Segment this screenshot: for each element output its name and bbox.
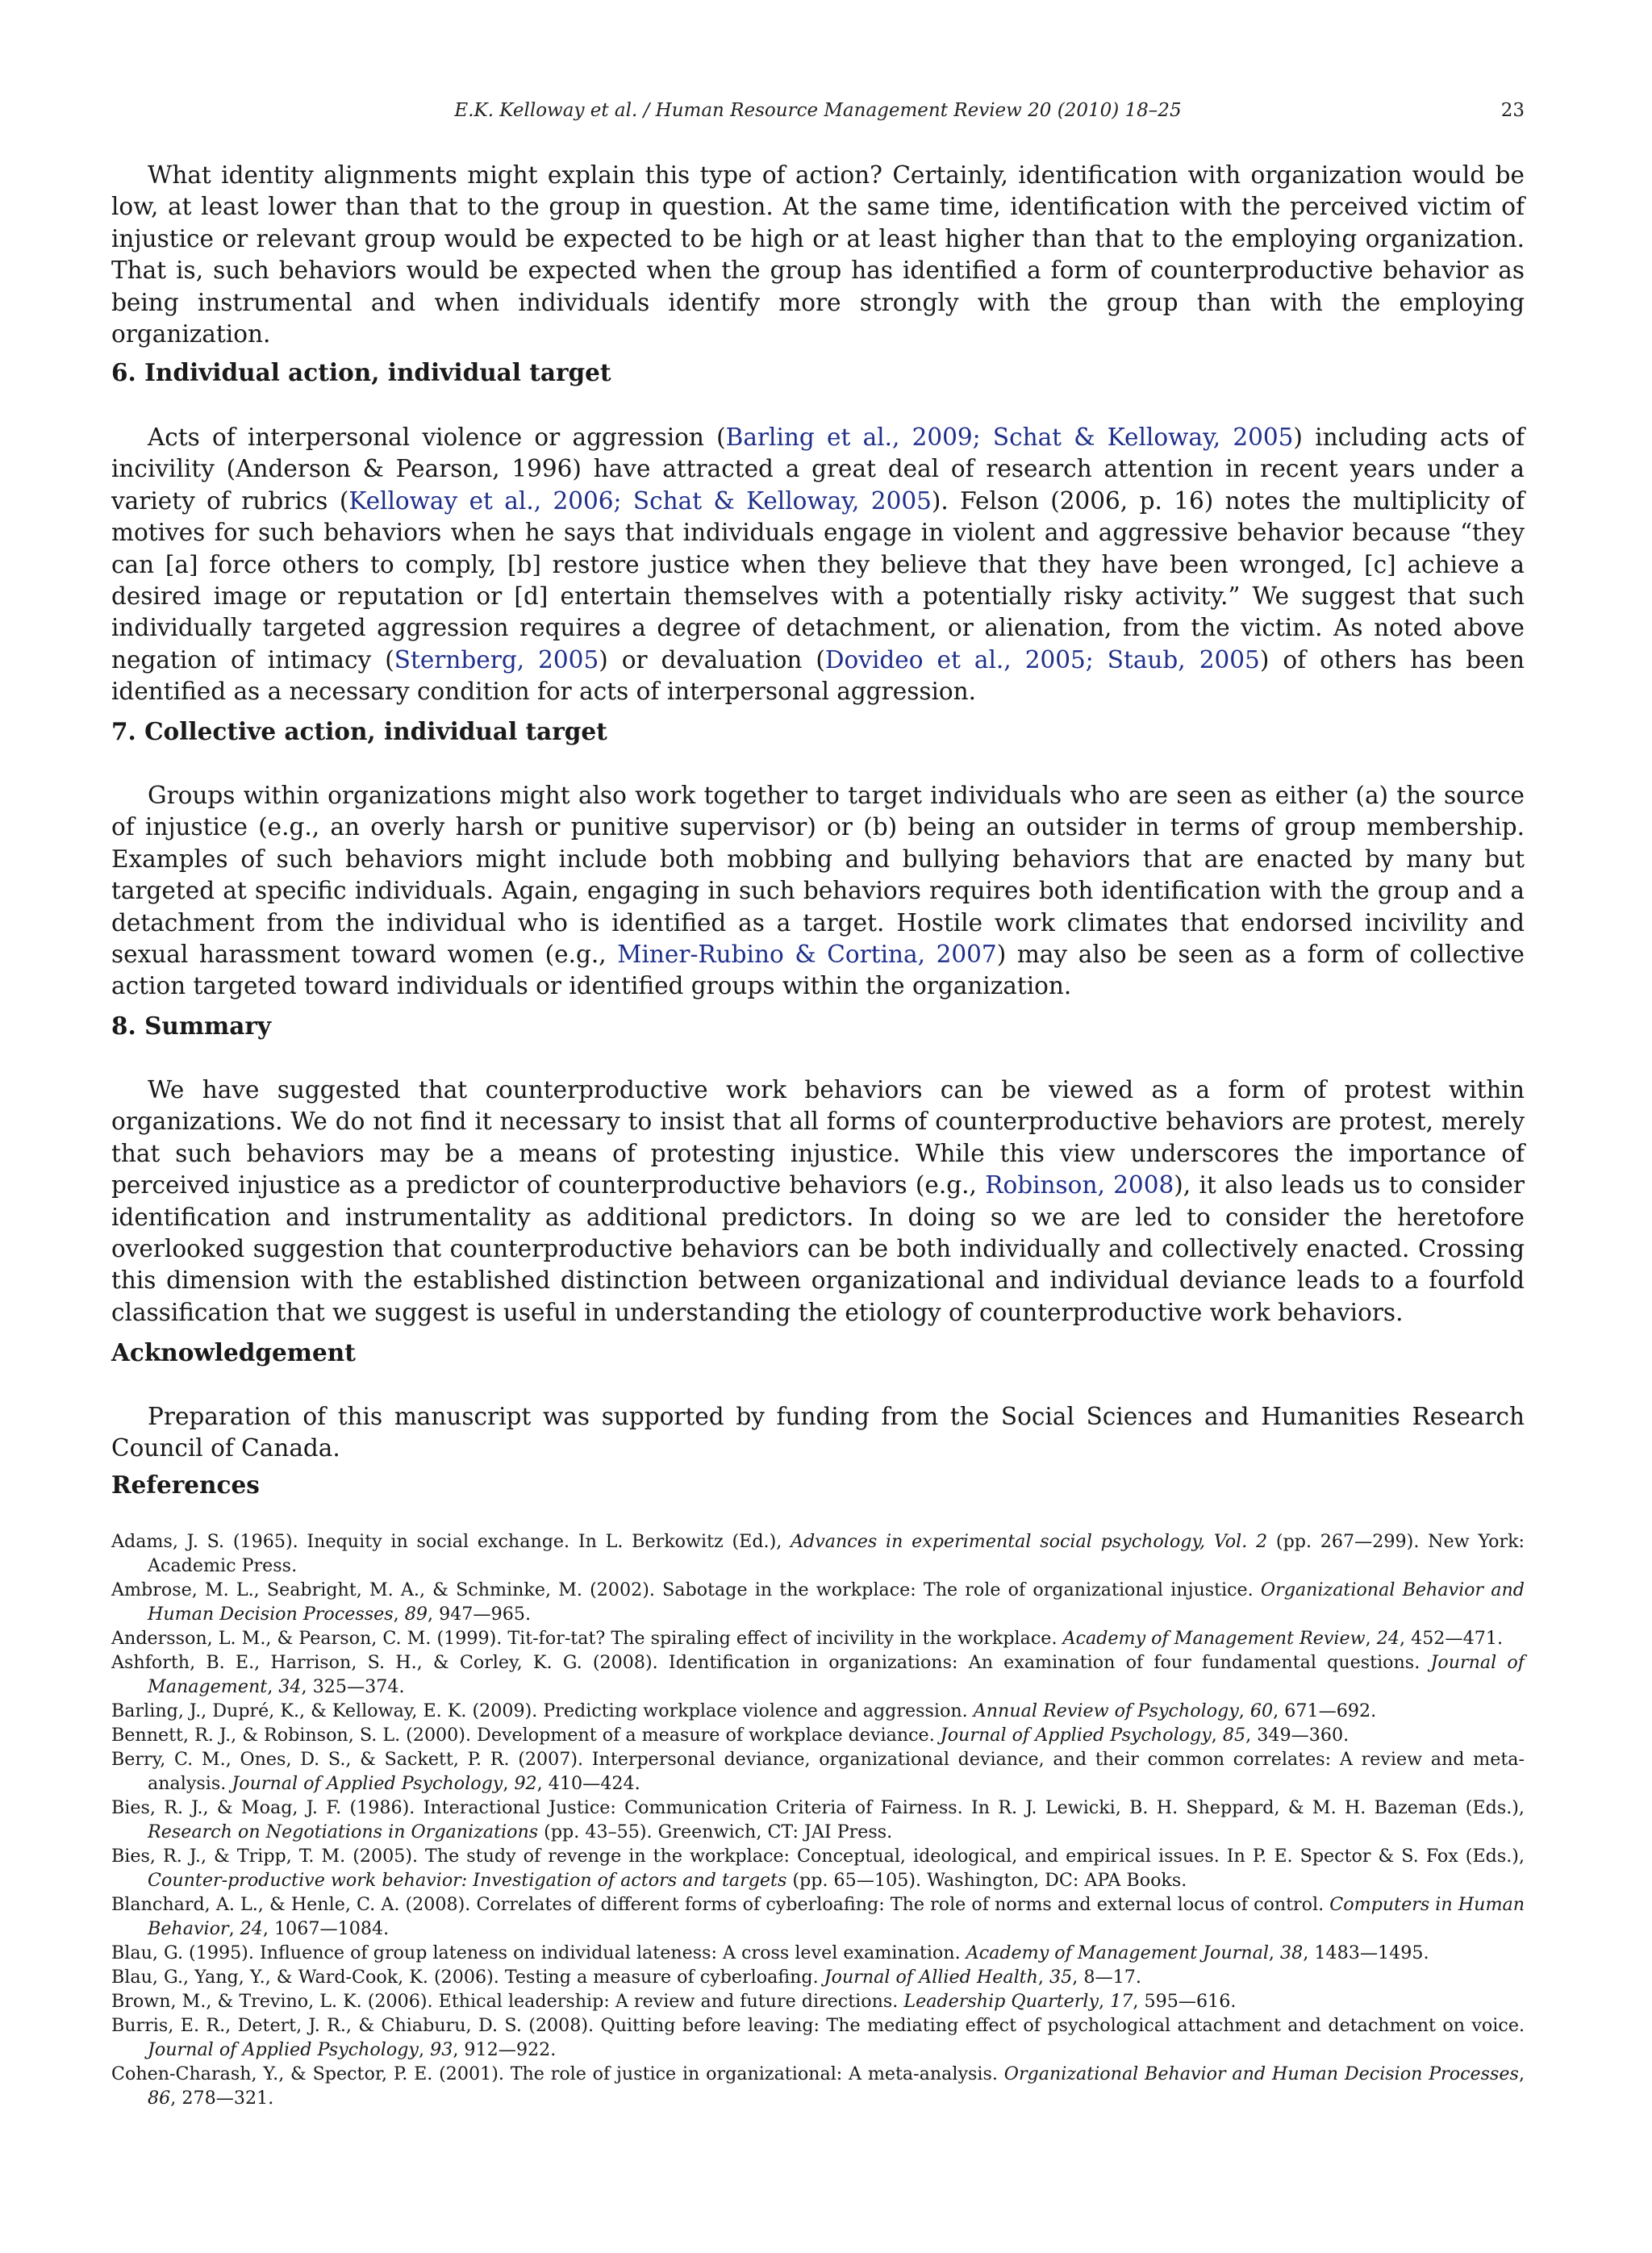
reference-volume: 85 xyxy=(1222,1725,1246,1746)
reference-text: , xyxy=(1211,1725,1223,1746)
text-run: We have suggested that counterproductive work behaviors can be viewed as a form of protest within organizations. We do not find it necessary to insist that all forms of counterproductive behaviors are protest, merely that such behaviors may be a means of protesting injustice. While this view underscores the importance of perceived injustice as a predictor of counterproductive behaviors (e.g., xyxy=(111,1076,1525,1200)
reference-entry xyxy=(111,2062,1525,2110)
citation-link[interactable]: Kelloway et al., 2006; Schat & Kelloway, 2005 xyxy=(348,486,932,515)
reference-text: Barling, J., Dupré, K., & Kelloway, E. K. (2009). Predicting workplace violence and aggression. xyxy=(111,1700,974,1721)
reference-source: Annual Review of Psychology xyxy=(973,1700,1239,1721)
reference-entry xyxy=(111,1578,1525,1626)
reference-source: Advances in experimental social psychology, Vol. 2 xyxy=(791,1531,1268,1552)
reference-text: , 595—616. xyxy=(1133,1991,1237,2012)
reference-source: Journal of Applied Psychology xyxy=(232,1773,503,1794)
reference-volume: 38 xyxy=(1280,1942,1304,1963)
reference-text: , xyxy=(418,2039,431,2060)
text-run: ). Felson (2006, p. 16) notes the multiplicity of motives for such behaviors when he says that individuals engage in violent and aggressive behavior because “they can [a] force others to comply, [b] restore justice when they believe that they have been wronged, [c] achieve a desired image or reputation or [d] entertain themselves with a potentially risky activity.” We suggest that such individually targeted aggression requires a degree of detachment, or alienation, from the victim. As noted above negation of intimacy ( xyxy=(111,486,1525,674)
reference-text: Bennett, R. J., & Robinson, S. L. (2000). Development of a measure of workplace deviance. xyxy=(111,1725,941,1746)
reference-text: , xyxy=(1365,1628,1377,1649)
reference-text: , xyxy=(393,1604,405,1625)
reference-list xyxy=(111,1529,1525,2110)
reference-text: Bies, R. J., & Moag, J. F. (1986). Interactional Justice: Communication Criteria of Fairness. In R. J. Lewicki, B. H. Sheppard, & M. H. Bazeman (Eds.), xyxy=(111,1797,1525,1818)
reference-text: , 8—17. xyxy=(1072,1967,1141,1988)
section-6-heading: 6. Individual action, individual target xyxy=(111,358,611,386)
reference-entry xyxy=(111,1941,1525,1965)
reference-text: , xyxy=(1268,1942,1281,1963)
citation-link[interactable]: Dovideo et al., 2005; Staub, 2005 xyxy=(824,645,1260,674)
section-6-paragraph xyxy=(111,422,1525,708)
reference-text: , 349—360. xyxy=(1245,1725,1350,1746)
section-8-heading: 8. Summary xyxy=(111,1012,272,1040)
text-run: Acts of interpersonal violence or aggression ( xyxy=(148,423,726,451)
reference-text: , 325—374. xyxy=(301,1676,405,1697)
reference-text: Andersson, L. M., & Pearson, C. M. (1999). Tit-for-tat? The spiraling effect of incivility in the workplace. xyxy=(111,1628,1063,1649)
reference-source: Research on Negotiations in Organizations xyxy=(148,1821,539,1842)
reference-text: , xyxy=(1518,2063,1525,2084)
reference-source: Computers in Human Behavior xyxy=(148,1894,1525,1939)
running-title: E.K. Kelloway et al. / Human Resource Management Review 20 (2010) 18–25 xyxy=(454,100,1182,121)
reference-source: Organizational Behavior and Human Decision Processes xyxy=(1003,2063,1519,2084)
reference-text: Blau, G., Yang, Y., & Ward-Cook, K. (2006). Testing a measure of cyberloafing. xyxy=(111,1967,824,1988)
reference-volume: 17 xyxy=(1110,1991,1133,2012)
reference-text: Berry, C. M., Ones, D. S., & Sackett, P. R. (2007). Interpersonal deviance, organizational deviance, and their common correlates: A review and meta-analysis. xyxy=(111,1749,1525,1794)
reference-text: , 912—922. xyxy=(453,2039,557,2060)
reference-text: , xyxy=(228,1918,240,1939)
reference-text: , xyxy=(1238,1700,1250,1721)
reference-text: Brown, M., & Trevino, L. K. (2006). Ethical leadership: A review and future directions. xyxy=(111,1991,904,2012)
reference-source: Journal of Applied Psychology xyxy=(940,1725,1212,1746)
reference-entry xyxy=(111,1965,1525,1989)
citation-link[interactable]: Barling et al., 2009; Schat & Kelloway, 2005 xyxy=(725,423,1294,451)
reference-entry xyxy=(111,2013,1525,2062)
reference-text: Bies, R. J., & Tripp, T. M. (2005). The study of revenge in the workplace: Conceptual, ideological, and empirical issues. In P. E. Spector & S. Fox (Eds.), xyxy=(111,1846,1525,1867)
reference-volume: 34 xyxy=(278,1676,302,1697)
reference-entry xyxy=(111,1796,1525,1844)
reference-entry xyxy=(111,1844,1525,1892)
section-7-heading: 7. Collective action, individual target xyxy=(111,717,607,745)
text-run: ) including acts of incivility (Anderson & Pearson, 1996) have attracted a great deal of research attention in recent years under a variety of rubrics ( xyxy=(111,423,1525,515)
running-header xyxy=(111,100,1525,127)
reference-text: , 671—692. xyxy=(1273,1700,1377,1721)
reference-source: Journal of Management xyxy=(148,1652,1525,1697)
reference-text: (pp. 267—299). New York: Academic Press. xyxy=(148,1531,1525,1576)
text-run: ) of others has been identified as a necessary condition for acts of interpersonal aggression. xyxy=(111,645,1525,706)
reference-entry xyxy=(111,1529,1525,1578)
reference-volume: 24 xyxy=(240,1918,263,1939)
page-number: 23 xyxy=(1500,100,1525,121)
citation-link[interactable]: Robinson, 2008 xyxy=(985,1171,1174,1200)
reference-text: , xyxy=(1099,1991,1111,2012)
intro-paragraph: What identity alignments might explain this type of action? Certainly, identification with organization would be low, at least lower than that to the group in question. At the same time, identification with the perceived victim of injustice or relevant group would be expected to be high or at least higher than that to the employing organization. That is, such behaviors would be expected when the group has identified a form of counterproductive behavior as being instrumental and when individuals identify more strongly with the group than with the employing organization. xyxy=(111,161,1525,348)
references-heading: References xyxy=(111,1471,260,1499)
acknowledgement-heading: Acknowledgement xyxy=(111,1338,356,1366)
reference-volume: 86 xyxy=(148,2088,171,2109)
reference-text: , xyxy=(267,1676,279,1697)
reference-source: Counter-productive work behavior: Investigation of actors and targets xyxy=(148,1870,787,1891)
reference-text: Blau, G. (1995). Influence of group lateness on individual lateness: A cross level examination. xyxy=(111,1942,966,1963)
reference-entry xyxy=(111,1626,1525,1650)
reference-source: Organizational Behavior and Human Decision Processes xyxy=(148,1579,1525,1625)
reference-source: Academy of Management Journal xyxy=(966,1942,1269,1963)
reference-text: , xyxy=(503,1773,515,1794)
reference-entry xyxy=(111,1723,1525,1747)
reference-volume: 92 xyxy=(514,1773,537,1794)
reference-entry xyxy=(111,1699,1525,1723)
text-run: Groups within organizations might also work together to target individuals who are seen as either (a) the source of injustice (e.g., an overly harsh or punitive supervisor) or (b) being an outsider in terms of group membership. Examples of such behaviors might include both mobbing and bullying behaviors that are enacted by many but targeted at specific individuals. Again, engaging in such behaviors requires both identification with the group and a detachment from the individual who is identified as a target. Hostile work climates that endorsed incivility and sexual harassment toward women (e.g., xyxy=(111,782,1525,969)
section-8-paragraph xyxy=(111,1074,1525,1329)
reference-text: , 452—471. xyxy=(1399,1628,1504,1649)
acknowledgement-text: Preparation of this manuscript was supported by funding from the Social Sciences and Humanities Research Council of Canada. xyxy=(111,1403,1525,1462)
citation-link[interactable]: Sternberg, 2005 xyxy=(394,645,599,674)
section-7-paragraph xyxy=(111,780,1525,1003)
reference-volume: 89 xyxy=(404,1604,428,1625)
reference-entry xyxy=(111,1650,1525,1699)
reference-text: Ashforth, B. E., Harrison, S. H., & Corley, K. G. (2008). Identification in organizations: An examination of four fundamental questions. xyxy=(111,1652,1431,1673)
text-run: ) or devaluation ( xyxy=(599,645,825,674)
reference-text: Blanchard, A. L., & Henle, C. A. (2008). Correlates of different forms of cyberloafing: The role of norms and external locus of control. xyxy=(111,1894,1330,1915)
reference-text: Cohen-Charash, Y., & Spector, P. E. (2001). The role of justice in organizational: A meta-analysis. xyxy=(111,2063,1004,2084)
reference-text: , 278—321. xyxy=(170,2088,274,2109)
reference-source: Leadership Quarterly xyxy=(903,1991,1099,2012)
reference-entry xyxy=(111,1747,1525,1796)
text-run: ) may also be seen as a form of collective action targeted toward individuals or identified groups within the organization. xyxy=(111,941,1525,1000)
reference-source: Journal of Applied Psychology xyxy=(148,2039,419,2060)
reference-text: Ambrose, M. L., Seabright, M. A., & Schminke, M. (2002). Sabotage in the workplace: The role of organizational injustice. xyxy=(111,1579,1261,1600)
reference-text: , 410—424. xyxy=(536,1773,640,1794)
reference-source: Journal of Allied Health xyxy=(824,1967,1038,1988)
reference-volume: 93 xyxy=(430,2039,453,2060)
reference-text: , xyxy=(1037,1967,1049,1988)
citation-link[interactable]: Miner-Rubino & Cortina, 2007 xyxy=(617,941,997,969)
reference-text: Adams, J. S. (1965). Inequity in social exchange. In L. Berkowitz (Ed.), xyxy=(111,1531,791,1552)
reference-entry xyxy=(111,1989,1525,2013)
reference-volume: 35 xyxy=(1049,1967,1073,1988)
reference-text: , 1067—1084. xyxy=(262,1918,390,1939)
reference-entry xyxy=(111,1892,1525,1941)
reference-text: , 947—965. xyxy=(427,1604,532,1625)
reference-text: , 1483—1495. xyxy=(1303,1942,1429,1963)
reference-text: (pp. 43–55). Greenwich, CT: JAI Press. xyxy=(538,1821,893,1842)
text-run: ), it also leads us to consider identification and instrumentality as additional predictors. In doing so we are led to consider the heretofore overlooked suggestion that counterproductive behaviors can be both individually and collectively enacted. Crossing this dimension with the established distinction between organizational and individual deviance leads to a fourfold classification that we suggest is useful in understanding the etiology of counterproductive work behaviors. xyxy=(111,1171,1525,1326)
reference-text: Burris, E. R., Detert, J. R., & Chiaburu, D. S. (2008). Quitting before leaving: The mediating effect of psychological attachment and detachment on voice. xyxy=(111,2015,1525,2036)
reference-volume: 60 xyxy=(1249,1700,1274,1721)
reference-source: Academy of Management Review xyxy=(1062,1628,1366,1649)
reference-volume: 24 xyxy=(1376,1628,1400,1649)
reference-text: (pp. 65—105). Washington, DC: APA Books. xyxy=(786,1870,1187,1891)
